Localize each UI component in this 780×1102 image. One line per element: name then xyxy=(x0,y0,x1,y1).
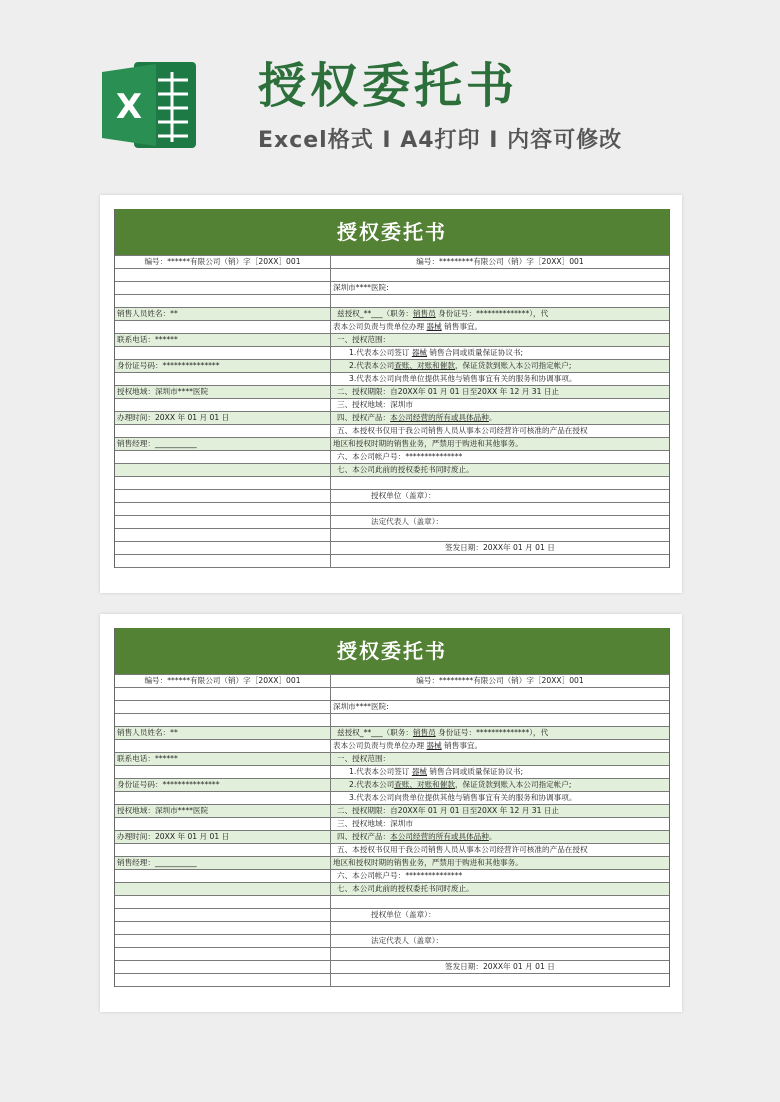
grant-text: 兹授权_**___（职务：销售员 身份证号：**************），代 xyxy=(331,727,669,739)
form-row xyxy=(115,805,669,818)
form-sheet-1 xyxy=(100,195,682,593)
form-row xyxy=(115,896,669,909)
form-row xyxy=(115,360,669,373)
product: 四、授权产品：本公司经营的所有或具体品种。 xyxy=(331,831,669,843)
form-row xyxy=(115,269,669,282)
form-row xyxy=(115,779,669,792)
form-row xyxy=(115,412,669,425)
clause-5-line2: 地区和授权时期的销售业务，严禁用于购进和其他事务。 xyxy=(331,857,669,869)
form-row xyxy=(115,740,669,753)
sales-name: 销售人员姓名：** xyxy=(115,308,331,320)
form-row xyxy=(115,909,669,922)
id-number: 身份证号码：*************** xyxy=(115,360,331,372)
form-row xyxy=(115,334,669,347)
phone: 联系电话：****** xyxy=(115,753,331,765)
form-row xyxy=(115,255,669,269)
scope-title: 一、授权范围： xyxy=(331,334,669,346)
account: 六、本公司帐户号：*************** xyxy=(337,871,463,880)
form-row xyxy=(115,883,669,896)
form-row xyxy=(115,477,669,490)
form-row xyxy=(115,347,669,360)
form-row xyxy=(115,308,669,321)
form-row xyxy=(115,295,669,308)
svg-text:X: X xyxy=(115,87,143,127)
period: 二、授权期限：自20XX年 01 月 01 日至20XX 年 12 月 31 日止 xyxy=(331,805,669,817)
right-serial: 编号：*********有限公司（销）字［20XX］001 xyxy=(416,676,584,685)
form-row xyxy=(115,373,669,386)
date: 办理时间：20XX 年 01 月 01 日 xyxy=(115,831,331,843)
form-row xyxy=(115,922,669,935)
form-row xyxy=(115,857,669,870)
form-row xyxy=(115,688,669,701)
header xyxy=(0,0,780,185)
scope-1: 1.代表本公司签订 器械 销售合同或质量保证协议书; xyxy=(349,767,524,776)
excel-logo-icon xyxy=(100,58,200,152)
form-row xyxy=(115,961,669,974)
form-row xyxy=(115,542,669,555)
form-row xyxy=(115,386,669,399)
product: 四、授权产品：本公司经营的所有或具体品种。 xyxy=(331,412,669,424)
form-row xyxy=(115,948,669,961)
manager: 销售经理：___________ xyxy=(115,857,331,869)
clause-7: 七、本公司此前的授权委托书同时废止。 xyxy=(331,464,669,476)
phone: 联系电话：****** xyxy=(115,334,331,346)
form-row xyxy=(115,425,669,438)
page-title: 授权委托书 xyxy=(258,58,519,114)
legal-rep: 法定代表人（盖章）： xyxy=(371,517,444,526)
period: 二、授权期限：自20XX年 01 月 01 日至20XX 年 12 月 31 日止 xyxy=(331,386,669,398)
clause-5-line1: 五、本授权书仅用于我公司销售人员从事本公司经营许可核准的产品在授权 xyxy=(337,845,588,854)
clause-5-line2: 地区和授权时期的销售业务，严禁用于购进和其他事务。 xyxy=(331,438,669,450)
form-row xyxy=(115,451,669,464)
form-row xyxy=(115,321,669,334)
form-row xyxy=(115,766,669,779)
form-row xyxy=(115,831,669,844)
form-row xyxy=(115,490,669,503)
region: 授权地域：深圳市****医院 xyxy=(115,805,331,817)
region-title: 三、授权地域：深圳市 xyxy=(337,819,413,828)
form-row xyxy=(115,438,669,451)
left-serial: 编号：******有限公司（销）字［20XX］001 xyxy=(115,675,331,687)
account: 六、本公司帐户号：*************** xyxy=(337,452,463,461)
auth-unit: 授权单位（盖章）： xyxy=(371,491,436,500)
clause-7: 七、本公司此前的授权委托书同时废止。 xyxy=(331,883,669,895)
scope-3: 3.代表本公司向贵单位提供其他与销售事宜有关的服务和协调事项。 xyxy=(349,374,577,383)
left-serial: 编号：******有限公司（销）字［20XX］001 xyxy=(115,256,331,268)
issue-date: 签发日期：20XX年 01 月 01 日 xyxy=(445,543,555,552)
scope-3: 3.代表本公司向贵单位提供其他与销售事宜有关的服务和协调事项。 xyxy=(349,793,577,802)
form-row xyxy=(115,399,669,412)
form-row xyxy=(115,792,669,805)
grant-text: 兹授权_**___（职务：销售员 身份证号：**************），代 xyxy=(331,308,669,320)
form-row xyxy=(115,701,669,714)
form-row xyxy=(115,503,669,516)
grant-line2: 表本公司负责与贵单位办理 器械 销售事宜。 xyxy=(333,322,483,331)
scope-title: 一、授权范围： xyxy=(331,753,669,765)
hospital: 深圳市****医院: xyxy=(333,702,389,711)
auth-unit: 授权单位（盖章）： xyxy=(371,910,436,919)
form-row xyxy=(115,516,669,529)
form-title: 授权委托书 xyxy=(115,209,669,255)
hospital: 深圳市****医院: xyxy=(333,283,389,292)
scope-2: 2.代表本公司查账、对账和催款，保证货款到账入本公司指定帐户; xyxy=(331,779,669,791)
form-title: 授权委托书 xyxy=(115,628,669,674)
scope-1: 1.代表本公司签订 器械 销售合同或质量保证协议书; xyxy=(349,348,524,357)
issue-date: 签发日期：20XX年 01 月 01 日 xyxy=(445,962,555,971)
form-row xyxy=(115,464,669,477)
region: 授权地域：深圳市****医院 xyxy=(115,386,331,398)
form-row xyxy=(115,714,669,727)
authorization-form xyxy=(114,209,670,568)
scope-2: 2.代表本公司查账、对账和催款，保证货款到账入本公司指定帐户; xyxy=(331,360,669,372)
form-row xyxy=(115,844,669,857)
right-serial: 编号：*********有限公司（销）字［20XX］001 xyxy=(416,257,584,266)
form-row xyxy=(115,974,669,987)
form-row xyxy=(115,870,669,883)
form-row xyxy=(115,727,669,740)
form-row xyxy=(115,753,669,766)
form-sheet-2 xyxy=(100,614,682,1012)
authorization-form xyxy=(114,628,670,987)
id-number: 身份证号码：*************** xyxy=(115,779,331,791)
grant-line2: 表本公司负责与贵单位办理 器械 销售事宜。 xyxy=(333,741,483,750)
form-row xyxy=(115,935,669,948)
form-row xyxy=(115,674,669,688)
form-row xyxy=(115,555,669,568)
date: 办理时间：20XX 年 01 月 01 日 xyxy=(115,412,331,424)
manager: 销售经理：___________ xyxy=(115,438,331,450)
form-row xyxy=(115,818,669,831)
form-row xyxy=(115,282,669,295)
sales-name: 销售人员姓名：** xyxy=(115,727,331,739)
region-title: 三、授权地域：深圳市 xyxy=(337,400,413,409)
legal-rep: 法定代表人（盖章）： xyxy=(371,936,444,945)
clause-5-line1: 五、本授权书仅用于我公司销售人员从事本公司经营许可核准的产品在授权 xyxy=(337,426,588,435)
page-subtitle: Excel格式 I A4打印 I 内容可修改 xyxy=(258,128,623,153)
form-row xyxy=(115,529,669,542)
